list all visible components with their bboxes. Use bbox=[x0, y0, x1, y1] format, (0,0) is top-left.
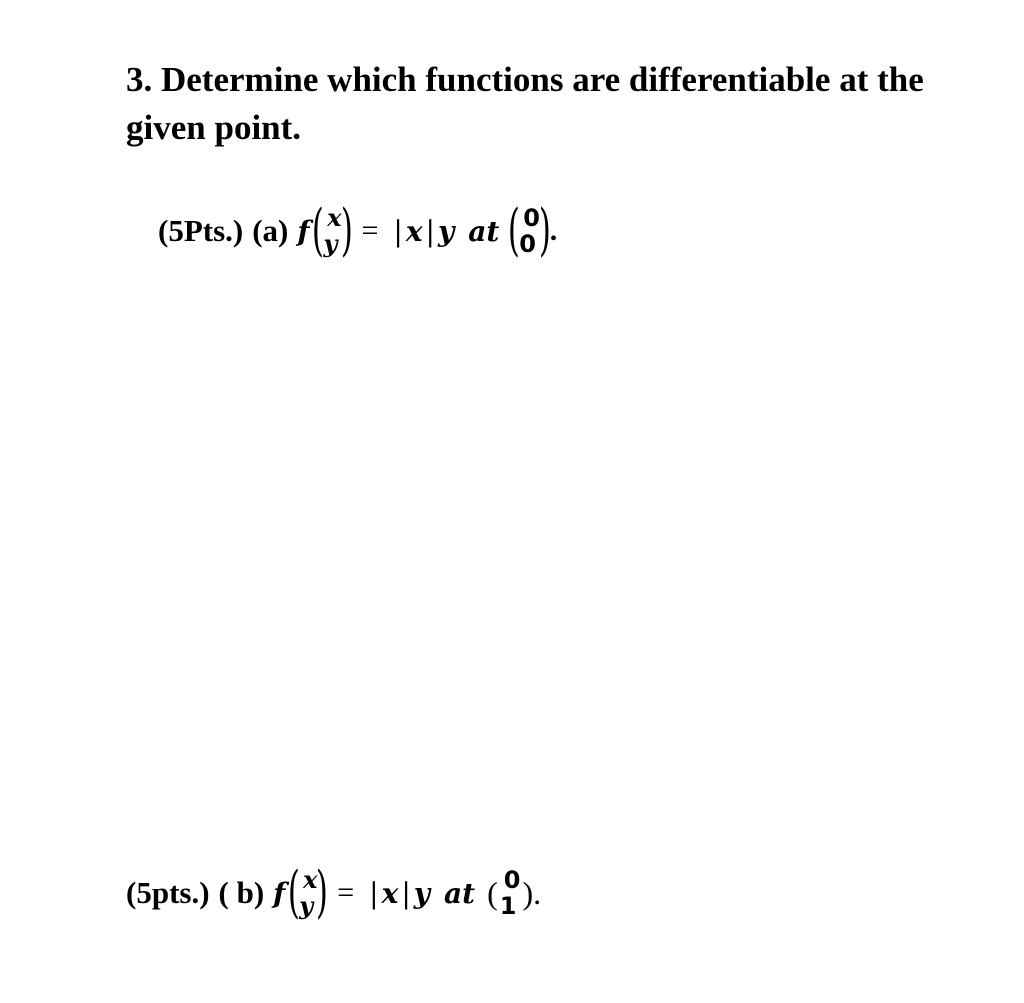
question-title: 3. Determine which functions are differentiable at the given point. bbox=[126, 60, 924, 147]
point-left-paren: ( bbox=[487, 874, 498, 911]
point-left-paren: ( bbox=[508, 198, 521, 263]
problem-b bbox=[126, 858, 541, 928]
problem-a bbox=[158, 196, 557, 266]
abs-open: | bbox=[393, 214, 403, 248]
part-label: ( b) bbox=[218, 875, 265, 910]
function-expression bbox=[297, 198, 551, 263]
point-vector bbox=[498, 867, 523, 919]
points-label: (5pts.) bbox=[126, 875, 210, 910]
factor: y bbox=[437, 214, 455, 248]
equals-sign: = bbox=[361, 214, 379, 247]
left-paren: ( bbox=[288, 860, 301, 925]
point-top: 0 bbox=[503, 866, 521, 894]
abs-close: | bbox=[401, 876, 411, 910]
function-name: f bbox=[297, 214, 310, 248]
at-word: at bbox=[468, 214, 500, 248]
end-period: . bbox=[549, 214, 558, 247]
equals-sign: = bbox=[337, 876, 355, 909]
abs-variable: x bbox=[381, 876, 399, 910]
left-paren: ( bbox=[312, 198, 325, 263]
right-paren: ) bbox=[340, 198, 353, 263]
vector-top: x bbox=[303, 865, 318, 894]
part-label: (a) bbox=[252, 213, 289, 248]
right-paren: ) bbox=[316, 860, 329, 925]
abs-close: | bbox=[425, 214, 435, 248]
function-expression bbox=[273, 860, 542, 925]
point-top: 0 bbox=[523, 204, 540, 232]
point-bottom: 0 bbox=[519, 230, 536, 258]
abs-variable: x bbox=[405, 214, 423, 248]
at-word: at bbox=[444, 876, 476, 910]
vector-bottom: y bbox=[299, 891, 314, 920]
abs-open: | bbox=[369, 876, 379, 910]
point-bottom: 1 bbox=[499, 892, 517, 920]
points-label: (5Pts.) bbox=[158, 213, 244, 248]
factor: y bbox=[413, 876, 431, 910]
function-name: f bbox=[273, 876, 286, 910]
vector-top: x bbox=[327, 203, 342, 232]
vector-bottom: y bbox=[323, 229, 338, 258]
point-right-paren: ) bbox=[538, 198, 551, 263]
point-right-paren: ). bbox=[522, 874, 542, 911]
